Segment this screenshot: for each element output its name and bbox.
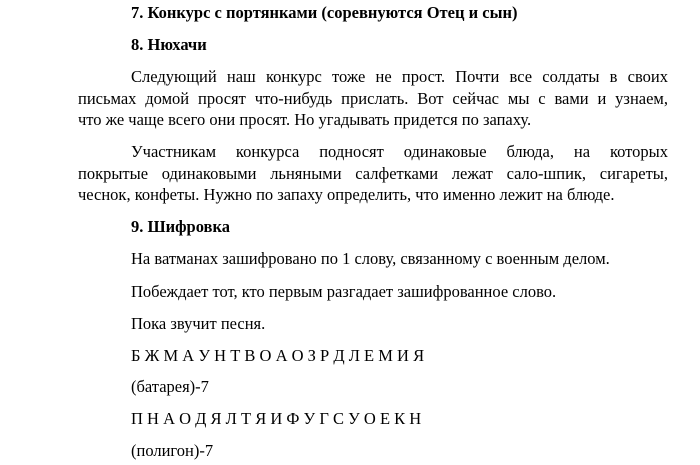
cipher-2: П Н А О Д Я Л Т Я И Ф У Г С У О Е К Н: [131, 409, 422, 428]
paragraph-4: Побеждает тот, кто первым разгадает зашифрованное слово.: [131, 282, 557, 301]
heading-contest-7: 7. Конкурс с портянками (соревнуются Отец и сын): [131, 3, 518, 22]
answer-1: (батарея)-7: [131, 377, 209, 396]
paragraph-2-line-2: покрытые одинаковыми льняными салфетками лежат сало-шпик, сигареты,: [78, 164, 668, 183]
paragraph-2-line-3: чеснок, конфеты. Нужно по запаху определить, что именно лежит на блюде.: [78, 185, 615, 204]
paragraph-1-line-2: письмах домой просят что-нибудь прислать. Вот сейчас мы с вами и узнаем,: [78, 89, 668, 108]
cipher-1: Б Ж М А У Н Т В О А О З Р Д Л Е М И Я: [131, 346, 425, 365]
paragraph-1-line-3: что же чаще всего они просят. Но угадывать придется по запаху.: [78, 110, 532, 129]
paragraph-2-line-1: Участникам конкурса подносят одинаковые блюда, на которых: [131, 142, 668, 161]
paragraph-5: Пока звучит песня.: [131, 314, 266, 333]
paragraph-3: На ватманах зашифровано по 1 слову, связанному с военным делом.: [131, 249, 610, 268]
heading-contest-8: 8. Нюхачи: [131, 35, 207, 54]
paragraph-1-line-1: Следующий наш конкурс тоже не прост. Почти все солдаты в своих: [131, 67, 668, 86]
answer-2: (полигон)-7: [131, 441, 214, 460]
heading-contest-9: 9. Шифровка: [131, 217, 230, 236]
